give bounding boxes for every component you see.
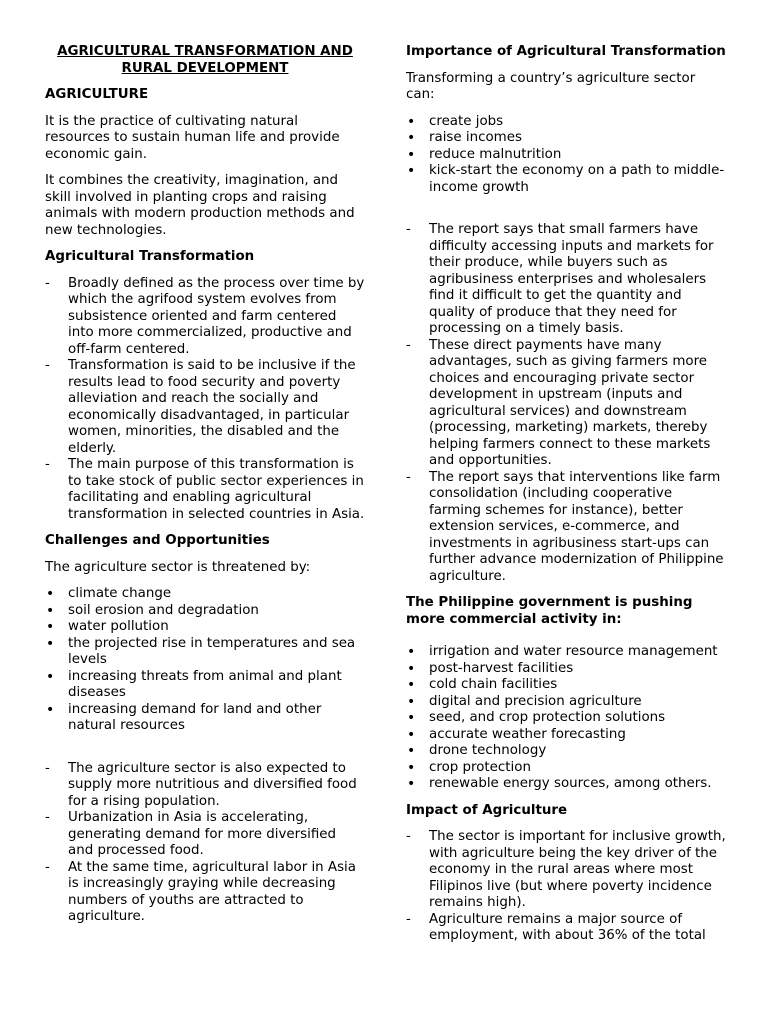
list-item-text: increasing demand for land and other natural resources: [68, 701, 322, 733]
dash-marker: -: [406, 337, 411, 353]
importance-intro: Transforming a country’s agriculture sector can:: [406, 70, 696, 102]
challenges-intro: The agriculture sector is threatened by:: [45, 559, 311, 575]
bullet-marker: •: [407, 743, 416, 759]
list-item-text: The report says that small farmers have difficulty accessing inputs and markets for their produce, while buyers such as agribusiness enterprises and wholesalers find it difficult to get the quantity and quality of produce that they need for processing on a timely basis.: [429, 222, 714, 336]
list-item-text: Urbanization in Asia is accelerating, generating demand for more diversified and processed food.: [68, 810, 336, 858]
agriculture-description: It combines the creativity, imagination, and skill involved in planting crops and raising animals with modern production methods and new technologies.: [45, 173, 355, 238]
list-item: [45, 810, 365, 860]
list-item: [45, 603, 365, 620]
list-item: [406, 222, 726, 338]
list-item: [45, 358, 365, 457]
list-item-text: The sector is important for inclusive growth, with agriculture being the key driver of the economy in the rural areas where most Filipinos live (but where poverty incidence remains high).: [429, 829, 726, 910]
importance-dash-list: [406, 222, 726, 585]
list-item-text: Transformation is said to be inclusive if the results lead to food security and poverty alleviation and reach the socially and economically disadvantaged, in particular women, minorities, the disabled and the elderly.: [68, 358, 356, 456]
list-item-text: renewable energy sources, among others.: [429, 776, 712, 791]
bullet-marker: •: [46, 668, 55, 685]
bullet-marker: •: [46, 619, 55, 635]
bullet-marker: •: [407, 660, 416, 677]
list-item: [45, 761, 365, 811]
bullet-marker: •: [407, 146, 416, 163]
bullet-marker: •: [46, 635, 55, 652]
bullet-marker: •: [407, 130, 416, 146]
list-item-text: soil erosion and degradation: [68, 602, 259, 618]
bullet-marker: •: [46, 586, 55, 602]
spacer: [406, 206, 726, 222]
list-item-text: irrigation and water resource management: [429, 644, 718, 659]
dash-marker: -: [406, 222, 411, 237]
importance-bullet-list: [406, 114, 726, 197]
list-item-text: raise incomes: [429, 130, 522, 145]
transformation-heading: Agricultural Transformation: [45, 249, 255, 264]
importance-heading: Importance of Agricultural Transformation: [406, 44, 726, 59]
list-item: [406, 147, 726, 164]
list-item: [406, 829, 726, 912]
list-item: [406, 694, 726, 711]
dash-marker: -: [45, 760, 50, 776]
right-column: [406, 44, 726, 955]
list-item-text: Broadly defined as the process over time by which the agrifood system evolves from subsistence oriented and farm centered into more commercialized, productive and off-farm centered.: [68, 275, 365, 357]
list-item: [45, 457, 365, 523]
bullet-marker: •: [407, 776, 416, 792]
dash-marker: -: [45, 810, 50, 825]
list-item-text: crop protection: [429, 759, 531, 775]
list-item: [406, 760, 726, 777]
dash-marker: -: [45, 358, 50, 373]
list-item: [406, 163, 726, 196]
list-item-text: cold chain facilities: [429, 677, 558, 692]
challenges-list: [45, 761, 365, 926]
bullet-marker: •: [407, 726, 416, 743]
dash-marker: -: [45, 859, 50, 875]
list-item: [45, 636, 365, 669]
challenges-heading: Challenges and Opportunities: [45, 533, 270, 548]
list-item: [406, 776, 726, 793]
list-item-text: At the same time, agricultural labor in Asia is increasingly graying while decreasing numbers of youths are attracted to agriculture.: [68, 859, 356, 924]
list-item: [406, 114, 726, 131]
dash-marker: -: [45, 457, 50, 472]
list-item-text: post-harvest facilities: [429, 660, 574, 676]
bullet-marker: •: [407, 644, 416, 660]
bullet-marker: •: [46, 701, 55, 718]
list-item: [406, 661, 726, 678]
left-column: [45, 44, 365, 936]
list-item: [45, 702, 365, 735]
list-item: [45, 276, 365, 359]
list-item-text: create jobs: [429, 113, 504, 129]
list-item-text: climate change: [68, 586, 172, 601]
list-item: [406, 338, 726, 470]
impact-list: [406, 829, 726, 945]
agriculture-definition: It is the practice of cultivating natural resources to sustain human life and provide economic gain.: [45, 113, 340, 162]
list-item: [406, 677, 726, 694]
list-item-text: The main purpose of this transformation is to take stock of public sector experiences in facilitating and enabling agricultural transformation in selected countries in Asia.: [68, 457, 365, 522]
threats-list: [45, 586, 365, 735]
bullet-marker: •: [407, 693, 416, 710]
list-item-text: Agriculture remains a major source of employment, with about 36% of the total: [429, 911, 706, 943]
dash-marker: -: [45, 275, 50, 291]
list-item-text: digital and precision agriculture: [429, 693, 642, 709]
bullet-marker: •: [407, 677, 416, 693]
list-item: [45, 669, 365, 702]
bullet-marker: •: [407, 710, 416, 726]
list-item-text: seed, and crop protection solutions: [429, 710, 666, 725]
document-title: AGRICULTURAL TRANSFORMATION AND RURAL DEVELOPMENT: [57, 44, 353, 76]
list-item-text: The agriculture sector is also expected to supply more nutritious and diversified food for a rising population.: [68, 760, 357, 809]
list-item: [45, 586, 365, 603]
list-item-text: the projected rise in temperatures and sea levels: [68, 635, 356, 667]
list-item: [406, 912, 726, 945]
list-item-text: accurate weather forecasting: [429, 726, 626, 742]
bullet-marker: •: [407, 113, 416, 130]
dash-marker: -: [406, 829, 411, 844]
list-item: [45, 619, 365, 636]
bullet-marker: •: [407, 163, 416, 179]
list-item: [406, 727, 726, 744]
agriculture-heading: AGRICULTURE: [45, 87, 149, 102]
list-item: [406, 710, 726, 727]
list-item: [406, 470, 726, 586]
government-heading: The Philippine government is pushing more commercial activity in:: [406, 595, 693, 627]
spacer: [45, 745, 365, 761]
list-item-text: reduce malnutrition: [429, 146, 562, 162]
list-item-text: drone technology: [429, 743, 547, 758]
bullet-marker: •: [407, 759, 416, 776]
list-item-text: increasing threats from animal and plant diseases: [68, 668, 342, 700]
list-item-text: These direct payments have many advantages, such as giving farmers more choices and encouraging private sector development in upstream (inputs and agricultural services) and downstream (processing, marketing) markets, thereby helping farmers connect to these markets and opportunities.: [429, 337, 711, 468]
impact-heading: Impact of Agriculture: [406, 802, 568, 818]
bullet-marker: •: [46, 602, 55, 619]
list-item-text: The report says that interventions like farm consolidation (including cooperative farming schemes for instance), better extension services, e-commerce, and investments in agribusiness start-ups can further advance modernization of Philippine agriculture.: [429, 469, 724, 584]
list-item: [406, 130, 726, 147]
list-item-text: kick-start the economy on a path to middle-income growth: [429, 163, 725, 195]
list-item: [406, 644, 726, 661]
list-item: [45, 860, 365, 926]
government-bullet-list: [406, 644, 726, 793]
transformation-list: [45, 276, 365, 524]
dash-marker: -: [406, 469, 411, 485]
dash-marker: -: [406, 911, 411, 927]
list-item: [406, 743, 726, 760]
list-item-text: water pollution: [68, 619, 169, 634]
